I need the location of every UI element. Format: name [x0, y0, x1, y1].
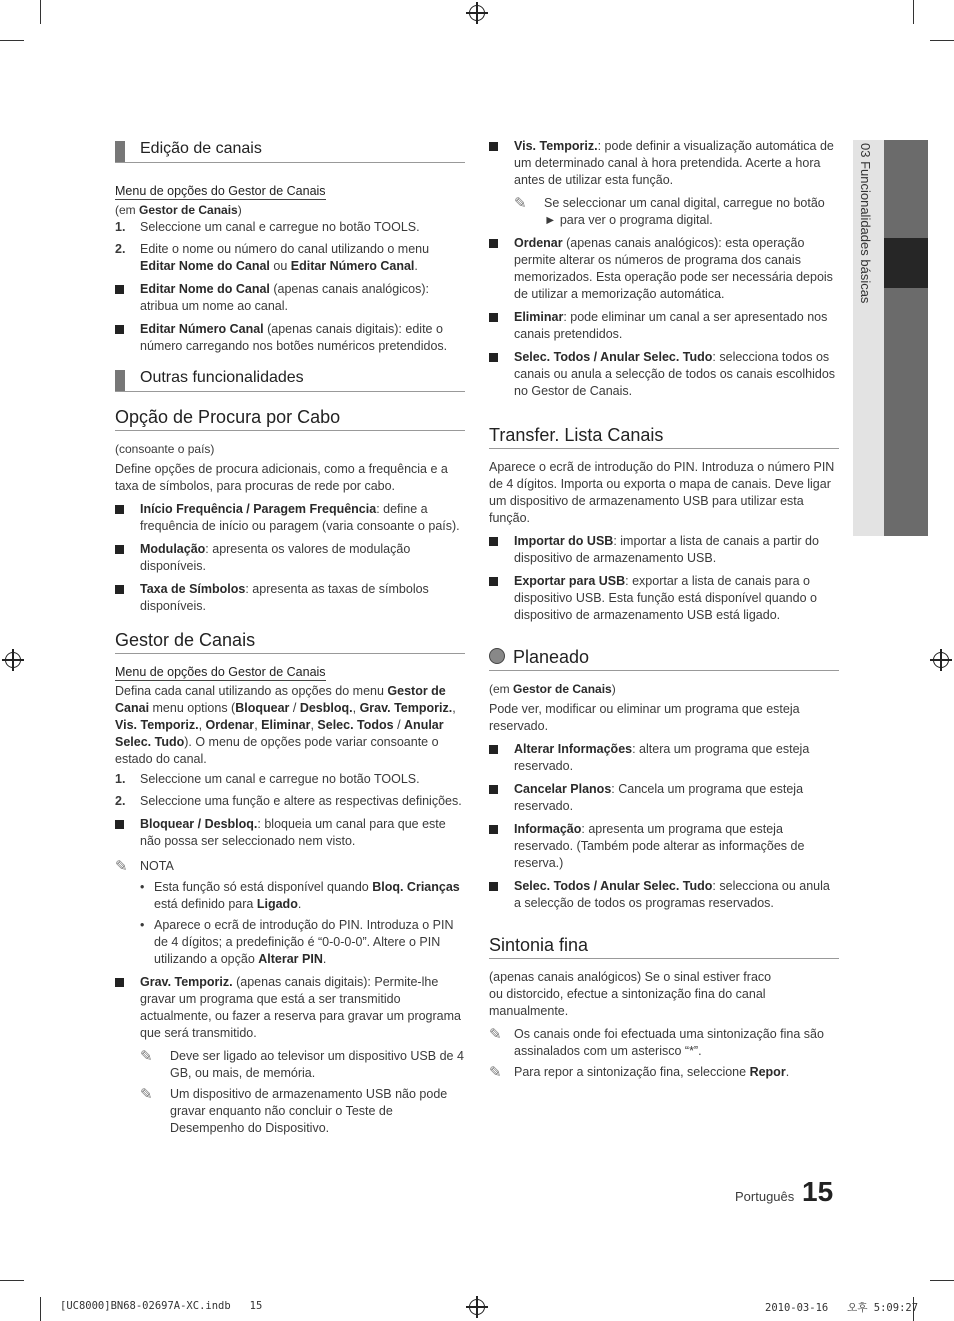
crop-mark: [40, 0, 41, 24]
bullet-item: Editar Nome do Canal (apenas canais analógicos): atribua um nome ao canal.: [115, 281, 465, 315]
bullet-item: Selec. Todos / Anular Selec. Tudo: selecciona ou anula a selecção de todos os programas reservados.: [489, 878, 839, 912]
section-title: Edição de canais: [140, 140, 262, 157]
bullet-item: Alterar Informações: altera um programa que esteja reservado.: [489, 741, 839, 775]
page-footer-lang: Português: [735, 1189, 795, 1204]
crop-mark: [913, 0, 914, 24]
pencil-note-icon: ✎: [514, 195, 527, 212]
heading-gestor: Gestor de Canais: [115, 629, 465, 654]
section-outras-header: [115, 365, 465, 392]
note-item: ✎ Um dispositivo de armazenamento USB não pode gravar enquanto não concluir o Teste de Desempenho do Dispositivo.: [140, 1086, 448, 1135]
dot-item: • Esta função só está disponível quando Bloq. Crianças está definido para Ligado.: [140, 880, 460, 911]
bullet-item: Início Frequência / Paragem Frequência: define a frequência de início ou paragem (varia consoante o país).: [115, 501, 465, 535]
context-note: (em Gestor de Canais): [115, 203, 242, 217]
step-2: 2. Edite o nome ou número do canal utilizando o menu Editar Nome do Canal ou Editar Número Canal.: [115, 242, 430, 273]
pencil-note-icon: ✎: [489, 1026, 502, 1043]
crop-mark: [0, 1280, 24, 1281]
paragraph: (apenas canais analógicos) Se o sinal estiver fraco ou distorcido, efectue a sintonização fina do canal manualmente.: [489, 970, 772, 1018]
right-column: [489, 132, 839, 1085]
bullet-item: Ordenar (apenas canais analógicos): esta operação permite alterar os números de programa dos canais memorizados. Esta operação pode ser necessária depois de utilizar a memorização automática.: [489, 235, 839, 303]
heading-sintonia: Sintonia fina: [489, 934, 839, 959]
bullet-item: Modulação: apresenta os valores de modulação disponíveis.: [115, 541, 465, 575]
side-tab-dark: [884, 140, 928, 536]
section-edicao-header: [115, 136, 465, 163]
registration-mark-icon: [933, 652, 949, 668]
registration-mark-icon: [469, 1299, 485, 1315]
print-slug-file: [UC8000]BN68-02697A-XC.indb 15: [60, 1300, 263, 1312]
bullet-item: Exportar para USB: exportar a lista de canais para o dispositivo USB. Esta função está disponível quando o dispositivo de armazenamento USB está ligado.: [489, 573, 839, 624]
bullet-item: Vis. Temporiz.: pode definir a visualização automática de um determinado canal à hora pretendida. Acerte a hora antes de utilizar esta função.: [489, 138, 839, 189]
section-bar: [115, 141, 125, 162]
clock-icon: [489, 648, 505, 664]
section-bar: [115, 370, 125, 391]
pencil-note-icon: ✎: [489, 1064, 502, 1081]
context-note: (consoante o país): [115, 442, 215, 456]
page-number: 15: [802, 1176, 834, 1207]
section-title: Outras funcionalidades: [140, 369, 304, 386]
step-2: 2. Seleccione uma função e altere as respectivas definições.: [115, 794, 462, 808]
paragraph: Defina cada canal utilizando as opções do menu Gestor de Canai menu options (Bloquear / Desbloq., Grav. Temporiz., Vis. Temporiz., Ordenar, Eliminar, Selec. Todos / Anular Selec. Tudo). O menu de opções pode variar consoante o estado do canal.: [115, 684, 456, 766]
crop-mark: [930, 40, 954, 41]
crop-mark: [0, 40, 24, 41]
bullet-item: Importar do USB: importar a lista de canais a partir do dispositivo de armazenamento USB.: [489, 533, 839, 567]
pencil-note-icon: ✎: [140, 1086, 153, 1103]
step-1: 1. Seleccione um canal e carregue no botão TOOLS.: [115, 220, 420, 234]
menu-label: Menu de opções do Gestor de Canais: [115, 665, 326, 679]
context-note: (em Gestor de Canais): [489, 682, 616, 696]
note-item: ✎ Para repor a sintonização fina, seleccione Repor.: [489, 1064, 790, 1081]
pencil-note-icon: ✎: [140, 1048, 153, 1065]
heading-transfer: Transfer. Lista Canais: [489, 424, 839, 449]
bullet-item: Grav. Temporiz. (apenas canais digitais): Permite-lhe gravar um programa que está a ser transmitido actualmente, ou fazer a reserva para gravar um programa que será transmitido.: [115, 974, 465, 1042]
crop-mark: [930, 1280, 954, 1281]
bullet-item: Eliminar: pode eliminar um canal a ser apresentado nos canais pretendidos.: [489, 309, 839, 343]
print-slug-date: 2010-03-16 오후 5:09:27: [765, 1302, 919, 1314]
step-1: 1. Seleccione um canal e carregue no botão TOOLS.: [115, 772, 420, 786]
left-column: [115, 136, 465, 1141]
bullet-item: Cancelar Planos: Cancela um programa que esteja reservado.: [489, 781, 839, 815]
bullet-item: Taxa de Símbolos: apresenta as taxas de símbolos disponíveis.: [115, 581, 465, 615]
crop-mark: [40, 1297, 41, 1321]
heading-planeado: Planeado: [489, 646, 839, 671]
paragraph: Pode ver, modificar ou eliminar um programa que esteja reservado.: [489, 702, 800, 733]
menu-label: Menu de opções do Gestor de Canais: [115, 184, 326, 198]
side-tab-label: 03 Funcionalidades básicas: [858, 143, 873, 304]
pencil-note-icon: ✎: [115, 858, 128, 875]
bullet-item: Editar Número Canal (apenas canais digitais): edite o número carregando nos botões numéricos pretendidos.: [115, 321, 465, 355]
bullet-item: Informação: apresenta um programa que esteja reservado. (Também pode alterar as informações de reserva.): [489, 821, 839, 872]
registration-mark-icon: [5, 652, 21, 668]
bullet-item: Bloquear / Desbloq.: bloqueia um canal para que este não possa ser seleccionado nem visto.: [115, 816, 465, 850]
bullet-item: Selec. Todos / Anular Selec. Tudo: selecciona todos os canais ou anula a selecção de todos os canais escolhidos no Gestor de Canais.: [489, 349, 839, 400]
paragraph: Aparece o ecrã de introdução do PIN. Introduza o número PIN de 4 dígitos. Importa ou exporta o mapa de canais. Deve ligar um dispositivo de armazenamento USB para utilizar esta função.: [489, 460, 835, 525]
dot-item: • Aparece o ecrã de introdução do PIN. Introduza o PIN de 4 dígitos; a predefinição é “0-0-0-0”. Altere o PIN utilizando a opção Alterar PIN.: [140, 918, 454, 966]
note-item: ✎ Os canais onde foi efectuada uma sintonização fina são assinalados com um asterisco “*”.: [489, 1026, 824, 1058]
note-item: ✎ Se seleccionar um canal digital, carregue no botão ► para ver o programa digital.: [514, 195, 825, 227]
heading-opcao: Opção de Procura por Cabo: [115, 406, 465, 431]
note-header: ✎ NOTA: [115, 858, 174, 875]
registration-mark-icon: [469, 5, 485, 21]
side-tab-marker: [884, 238, 928, 288]
note-item: ✎ Deve ser ligado ao televisor um dispositivo USB de 4 GB, ou mais, de memória.: [140, 1048, 464, 1080]
paragraph: Define opções de procura adicionais, como a frequência e a taxa de símbolos, para procuras de rede por cabo.: [115, 462, 448, 493]
